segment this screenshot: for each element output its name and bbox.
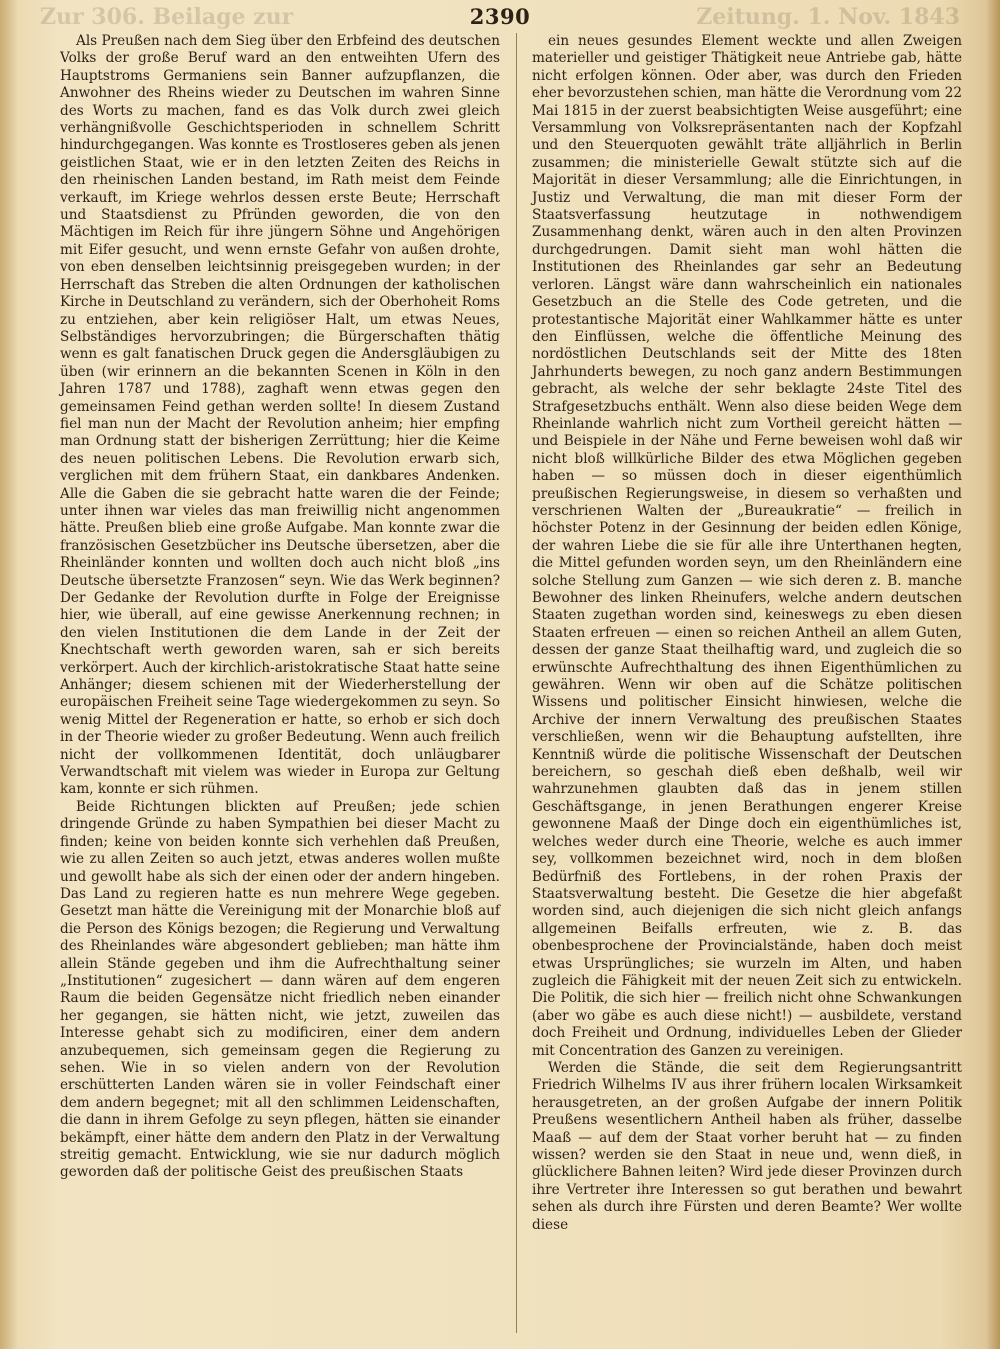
left-paragraph-1: Als Preußen nach dem Sieg über den Erbfeind des deutschen Volks der große Beruf ward an den entweihten Ufern des Hauptstroms Germaniens sein Banner aufzupflanzen, die Anwohner des Rheins wieder zu Deutschen im wahren Sinne des Worts zu machen, fand es das Volk durch zwei gleich verhängnißvolle Geschichtsperioden in schnellem Schritt hindurchgegangen. Was konnte es Trostloseres geben als jenen geistlichen Staat, wie er in den letzten Zeiten des Reichs in den rheinischen Landen bestand, im Rath meist dem Feinde verkauft, im Kriege wehrlos dessen erste Beute; Herrschaft und Staatsdienst zu Pfründen geworden, die von den Mächtigen im Reich für ihre jüngern Söhne und Angehörigen mit Eifer gesucht, und wenn ernste Gefahr von außen drohte, von eben denselben leichtsinnig preisgegeben wurden; in der Herrschaft das Streben die alten Ordnungen der katholischen Kirche in Deutschland zu verändern, sich der Oberhoheit Roms zu entziehen, aber kein religiöser Halt, um etwas Neues, Selbständiges hervorzubringen; die Bürgerschaften thätig wenn es galt fanatischen Druck gegen die Andersgläubigen zu üben (wir erinnern an die bekannten Scenen in Köln in den Jahren 1787 und 1788), zaghaft wenn etwas gegen den gemeinsamen Feind gethan werden sollte! In diesem Zustand fiel man nun der Macht der Revolution anheim; hier empfing man Ordnung statt der bisherigen Zerrüttung; hier die Keime des neuen politischen Lebens. Die Revolution erwarb sich, verglichen mit dem frühern Staat, ein dankbares Andenken. Alle die Gaben die sie gebracht hatte waren die der Feinde; unter ihnen war vieles das man freiwillig nicht angenommen hätte. Preußen blieb eine große Aufgabe. Man konnte zwar die französischen Gesetzbücher ins Deutsche übersetzen, aber die Rheinländer konnten und wollten doch auch nicht bloß „ins Deutsche übersetzte Franzosen“ seyn. Wie das Werk beginnen? Der Gedanke der Revolution durfte in Folge der Ereignisse hier, wie überall, auf eine gewisse Anerkennung rechnen; in den vielen Institutionen die dem Lande in der Zeit der Knechtschaft werth geworden waren, sah er sich bereits verkörpert. Auch der kirchlich-aristokratische Staat hatte seine Anhänger; diesem schienen mit der Wiederherstellung der europäischen Freiheit seine Tage wiedergekommen zu seyn. So wenig Mittel der Regeneration er hatte, so erhob er sich doch in der Theorie wieder zu großer Bedeutung. Wenn auch freilich nicht der vollkommenen Identität, doch unläugbarer Verwandtschaft mit vielem was wieder in Europa zur Geltung kam, konnte er sich rühmen.	[60, 33, 500, 798]
page-edge-shadow-right	[986, 0, 1000, 1349]
right-paragraph-1: ein neues gesundes Element weckte und allen Zweigen materieller und geistiger Thätigkeit neue Antriebe gab, hätte nicht erfolgen können. Oder aber, was durch den Frieden eher bevorzustehen schien, man hätte die Verordnung vom 22 Mai 1815 in der zuerst beabsichtigten Weise ausgeführt; eine Versammlung von Volksrepräsentanten nach der Kopfzahl und den Steuerquoten gewählt träte alljährlich in Berlin zusammen; die ministerielle Gewalt stützte sich auf die Majorität in dieser Versammlung; alle die Einrichtungen, in Justiz und Verwaltung, die man mit dieser Form der Staatsverfassung heutzutage in nothwendigem Zusammenhang denkt, wären auch in den alten Provinzen durchgedrungen. Damit sieht man wohl hätten die Institutionen des Rheinlandes gar sehr an Bedeutung verloren. Längst wäre dann wahrscheinlich ein nationales Gesetzbuch an die Stelle des Code getreten, und die protestantische Majorität einer Wahlkammer hätte es unter den Einflüssen, welche die öffentliche Meinung des nordöstlichen Deutschlands seit der Mitte des 18ten Jahrhunderts bewegen, zu noch ganz andern Bestimmungen gebracht, als welche der sehr beklagte 24ste Titel des Strafgesetzbuchs enthält. Wenn also diese beiden Wege dem Rheinlande wahrlich nicht zum Vortheil gereicht hätten — und Beispiele in der Nähe und Ferne beweisen wohl daß wir nicht bloß willkürliche Bilder des etwa Möglichen gegeben haben — so müssen doch in dieser eigenthümlich preußischen Regierungsweise, in diesem so verhaßten und verschrienen Walten der „Bureaukratie“ — freilich in höchster Potenz in der Gesinnung der beiden edlen Könige, der wahren Liebe die sie für alle ihre Unterthanen hegten, die Mittel gefunden worden seyn, um den Rheinländern eine solche Stellung zum Ganzen — wie sich deren z. B. manche Bewohner des linken Rheinufers, welche andern deutschen Staaten zugethan worden sind, keineswegs zu eben diesen Staaten erfreuen — einen so reichen Antheil an allem Guten, dessen der ganze Staat theilhaftig ward, und zugleich die so erwünschte Aufrechthaltung des ihnen Eigenthümlichen zu gewähren. Wenn wir oben auf die Schätze politischen Wissens und politischer Einsicht hinwiesen, welche die Archive der innern Verwaltung des preußischen Staates verschließen, wenn wir die Behauptung aufstellten, ihre Kenntniß würde die politische Wissenschaft der Deutschen bereichern, so geschah dieß eben deßhalb, weil wir wahrzunehmen glaubten daß das in jenem stillen Geschäftsgange, in jenen Berathungen engerer Kreise gewonnene Maaß der Dinge doch ein eigenthümliches ist, welches weder durch eine Theorie, welche es auch immer sey, vollkommen bezeichnet wird, noch in dem bloßen Bedürfniß des Fortlebens, in der rohen Praxis der Staatsverwaltung besteht. Die Gesetze die hier abgefaßt worden sind, auch diejenigen die sich nicht gleich anfangs allgemeinen Beifalls erfreuten, wie z. B. das obenbesprochene der Provincialstände, haben doch meist etwas Ursprüngliches; sie wurzeln im Alten, und haben zugleich die Fähigkeit mit der neuen Zeit sich zu entwickeln. Die Politik, die sich hier — freilich nicht ohne Schwankungen (aber wo gäbe es auch diese nicht!) — ausbildete, verstand doch Freiheit und Ordnung, individuelles Leben der Glieder mit Concentration des Ganzen zu vereinigen.	[532, 33, 962, 1059]
page-number: 2390	[469, 4, 531, 29]
bleed-through-text-right: Zeitung. 1. Nov. 1843	[696, 4, 960, 30]
left-paragraph-2: Beide Richtungen blickten auf Preußen; jede schien dringende Gründe zu haben Sympathien bei dieser Macht zu finden; keine von beiden konnte sich verhehlen daß Preußen, wie zu allen Zeiten so auch jetzt, etwas anderes wollen mußte und gewollt habe als sich der einen oder der andern hingeben. Das Land zu regieren hatte es nun mehrere Wege gegeben. Gesetzt man hätte die Vereinigung mit der Monarchie bloß auf die Person des Königs bezogen; die Regierung und Verwaltung des Rheinlandes wäre abgesondert geblieben; man hätte ihm allein Stände gegeben und ihm die Aufrechthaltung seiner „Institutionen“ zugesichert — dann wären auf dem engeren Raum die beiden Gegensätze nicht friedlich neben einander her gegangen, sie hätten nicht, wie jetzt, zuweilen das Interesse gehabt sich zu modificiren, einer dem andern anzubequemen, sich gemeinsam gegen die Regierung zu sehen. Wie in so vielen andern von der Revolution erschütterten Landen wären sie in voller Feindschaft einer dem andern begegnet; mit all den schlimmen Leidenschaften, die dann in ihrem Gefolge zu seyn pflegen, hätten sie einander bekämpft, einer hätte dem andern den Platz in der Verwaltung streitig gemacht. Entwicklung, wie sie nur dadurch möglich geworden daß der politische Geist des preußischen Staats	[60, 798, 500, 1181]
bleed-through-text-left: Zur 306. Beilage zur	[40, 4, 294, 30]
page-edge-shadow-left	[0, 0, 18, 1349]
right-paragraph-2: Werden die Stände, die seit dem Regierungsantritt Friedrich Wilhelms IV aus ihrer frühern localen Wirksamkeit herausgetreten, an der großen Aufgabe der innern Politik Preußens wesentlichern Antheil haben als früher, dasselbe Maaß — auf dem der Staat vorher beruht hat — zu finden wissen? werden sie den Staat in neue und, wenn dieß, in glücklichere Bahnen leiten? Wird jede dieser Provinzen durch ihre Vertreter ihre Interessen so gut berathen und bewahrt sehen als durch ihre Fürsten und deren Beamte? Wer wollte diese	[532, 1059, 962, 1233]
right-text-column	[532, 33, 962, 1234]
column-divider-rule	[516, 33, 517, 1333]
left-text-column	[60, 33, 500, 1182]
